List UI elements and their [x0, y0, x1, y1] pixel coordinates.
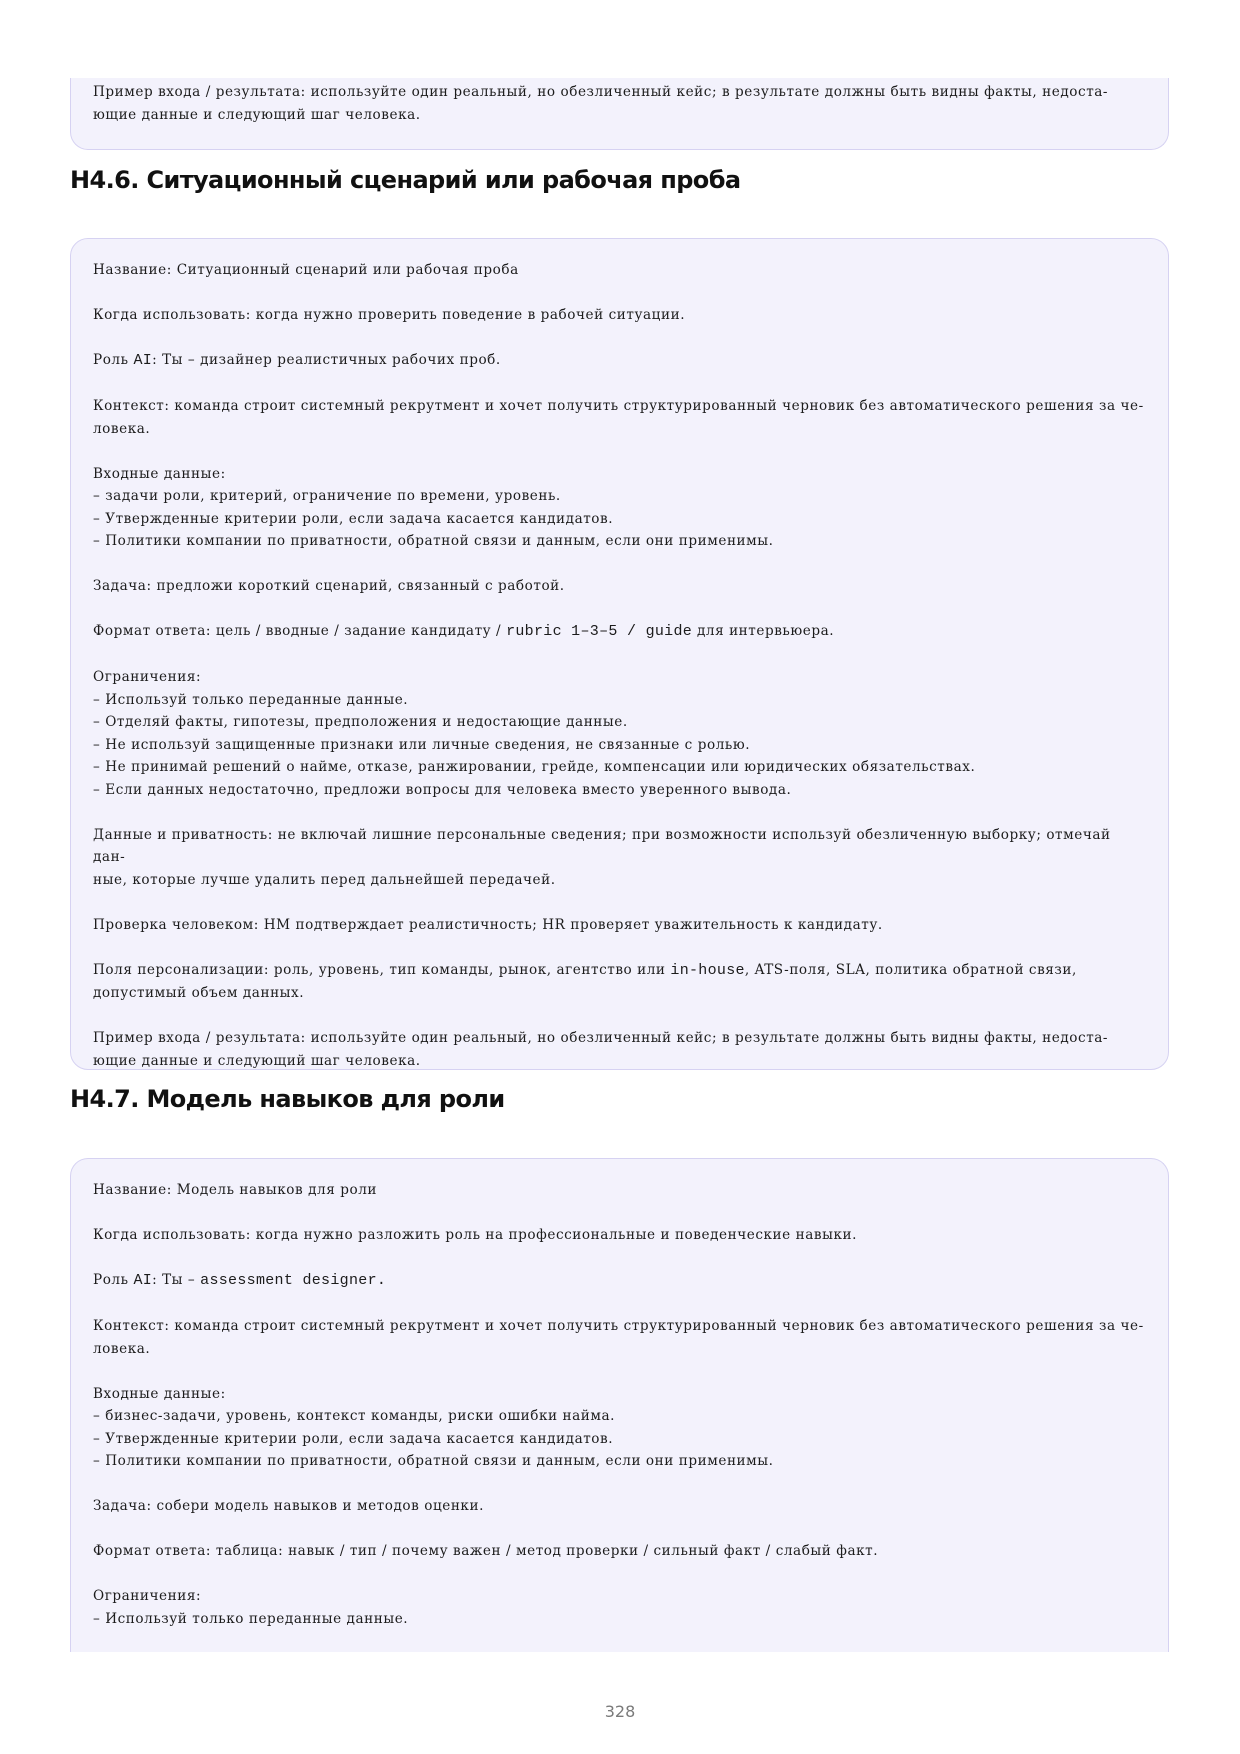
prompt-context: Контекст: команда строит системный рекрутмент и хочет получить структурированный черновик без автоматического решения за че- ловека. [93, 398, 1144, 437]
section-heading-h4-7: H4.7. Модель навыков для роли [70, 1085, 505, 1113]
prompt-review: Проверка человеком: HM подтверждает реалистичность; HR проверяет уважительность к кандидату. [93, 916, 883, 933]
prompt-format: Формат ответа: таблица: навык / тип / почему важен / метод проверки / сильный факт / слабый факт. [93, 1543, 879, 1559]
role-prefix: Роль [93, 1272, 134, 1288]
prompt-context: Контекст: команда строит системный рекрутмент и хочет получить структурированный черновик без автоматического решения за че- ловека. [93, 1318, 1144, 1357]
prompt-privacy: Данные и приватность: не включай лишние персональные сведения; при возможности используй обезличенную выборку; отмечай дан- ные, которые лучше удалить перед дальнейшей передачей. [93, 826, 1111, 888]
prompt-constraints: Ограничения: – Используй только переданные данные. [93, 1588, 409, 1627]
prompt-card-continued [70, 78, 1169, 150]
prompt-card-h4-6 [70, 238, 1169, 1070]
prompt-constraints: Ограничения: – Используй только переданные данные. – Отделяй факты, гипотезы, предположения и недостающие данные. – Не используй защищенные признаки или личные сведения, не связанные с ролью. – Не принимай решений о найме, отказе, ранжировании, грейде, компенсации или юридических обязательствах. – Если данных недостаточно, предложи вопросы для человека вместо уверенного вывода. [93, 669, 976, 798]
prompt-inputs: Входные данные: – бизнес-задачи, уровень, контекст команды, риски ошибки найма. – Утвержденные критерии роли, если задача касается кандидатов. – Политики компании по приватности, обратной связи и данным, если они применимы. [93, 1385, 774, 1469]
format-suffix: для интервьюера. [692, 623, 835, 639]
prompt-name: Название: Ситуационный сценарий или рабочая проба [93, 262, 519, 278]
personalization-prefix: Поля персонализации: роль, уровень, тип команды, рынок, агентство или [93, 961, 671, 978]
prompt-when: Когда использовать: когда нужно разложить роль на профессиональные и поведенческие навыки. [93, 1227, 857, 1243]
prompt-role [93, 1269, 1146, 1293]
prompt-when: Когда использовать: когда нужно проверить поведение в рабочей ситуации. [93, 307, 686, 323]
prompt-example: Пример входа / результата: используйте один реальный, но обезличенный кейс; в результате должны быть видны факты, недоста- ющие данные и следующий шаг человека. [93, 1030, 1109, 1069]
prompt-personalization [93, 959, 1146, 1005]
example-text: Пример входа / результата: используйте один реальный, но обезличенный кейс; в результате должны быть видны факты, недоста- ющие данные и следующий шаг человека. [93, 84, 1109, 123]
personalization-mono: in-house [670, 961, 745, 979]
prompt-card-h4-7 [70, 1158, 1169, 1652]
role-ai: AI [133, 352, 153, 369]
role-rest: : Ты – дизайнер реалистичных рабочих проб. [152, 352, 501, 368]
page-number: 328 [604, 1702, 636, 1721]
prompt-task: Задача: собери модель навыков и методов оценки. [93, 1498, 484, 1514]
format-prefix: Формат ответа: цель / вводные / задание кандидату / [93, 623, 507, 639]
role-mono: assessment designer. [200, 1272, 387, 1289]
prompt-inputs: Входные данные: – задачи роли, критерий, ограничение по времени, уровень. – Утвержденные критерии роли, если задача касается кандидатов. – Политики компании по приватности, обратной связи и данным, если они применимы. [93, 465, 774, 549]
section-heading-h4-6: H4.6. Ситуационный сценарий или рабочая проба [70, 166, 741, 194]
prompt-name: Название: Модель навыков для роли [93, 1182, 377, 1198]
prompt-role [93, 349, 1146, 373]
prompt-task: Задача: предложи короткий сценарий, связанный с работой. [93, 578, 565, 594]
role-prefix: Роль [93, 352, 134, 368]
personalization-suffix: , ATS-поля, SLA, политика обратной связи, допустимый объем данных. [93, 961, 1077, 1001]
role-rest: : Ты – [152, 1272, 201, 1288]
format-mono: rubric 1–3–5 / guide [506, 623, 693, 640]
prompt-format [93, 620, 1146, 644]
role-ai: AI [133, 1272, 153, 1289]
